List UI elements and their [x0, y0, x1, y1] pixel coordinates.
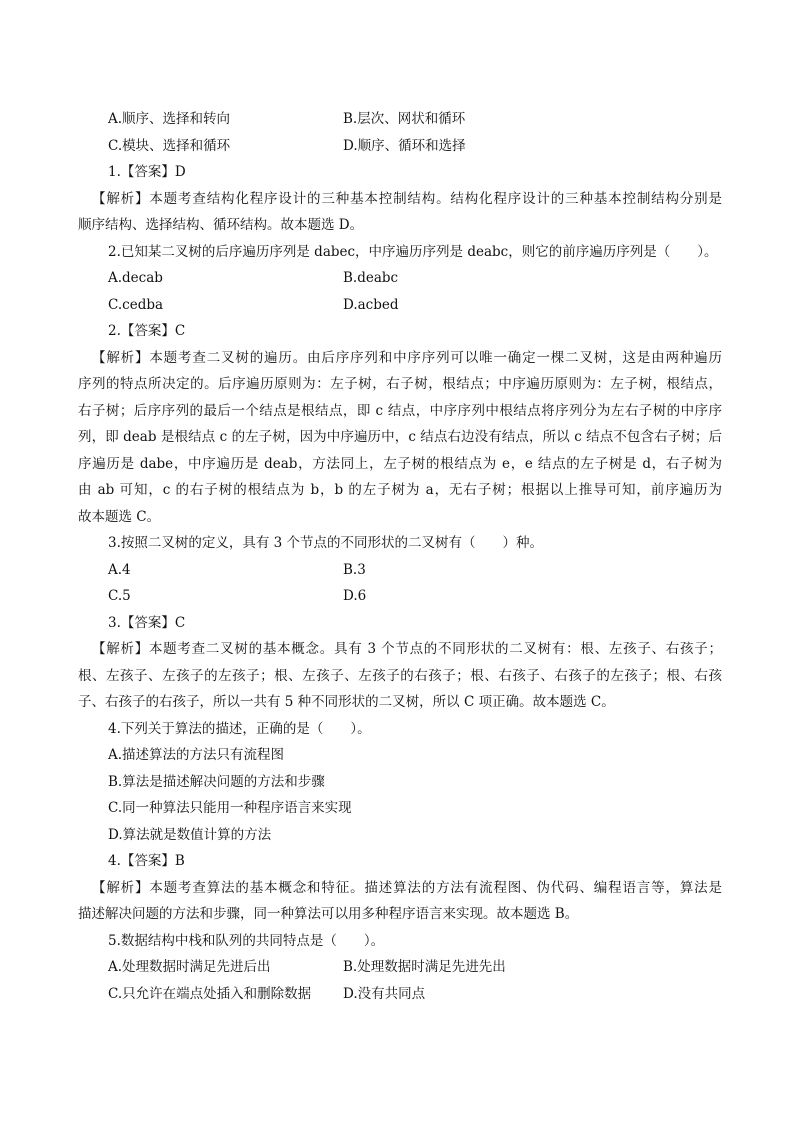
q3-option-b: B.3: [343, 562, 366, 578]
q5-question: 5.数据结构中栈和队列的共同特点是（ ）。: [108, 933, 385, 949]
q1-option-a: A.顺序、选择和转向: [108, 111, 231, 127]
q2-option-a: A.decab: [108, 270, 163, 286]
q4-explanation-line-2: 描述解决问题的方法和步骤，同一种算法可以用多种程序语言来实现。故本题选 B。: [78, 906, 579, 922]
q3-option-d: D.6: [343, 588, 367, 604]
q1-option-b: B.层次、网状和循环: [343, 111, 466, 127]
q2-option-d: D.acbed: [343, 297, 399, 313]
q4-explanation-line-1: 【解析】本题考查算法的基本概念和特征。描述算法的方法有流程图、伪代码、编程语言等，算法是: [92, 880, 722, 896]
q4-answer: 4.【答案】B: [108, 853, 185, 869]
q3-answer: 3.【答案】C: [108, 615, 186, 631]
q2-option-c: C.cedba: [108, 297, 164, 313]
q3-question: 3.按照二叉树的定义，具有 3 个节点的不同形状的二叉树有（ ）种。: [108, 535, 544, 551]
q4-question: 4.下列关于算法的描述，正确的是（ ）。: [108, 721, 371, 737]
q4-option-a: A.描述算法的方法只有流程图: [108, 747, 285, 763]
q1-explanation-line-1: 【解析】本题考查结构化程序设计的三种基本控制结构。结构化程序设计的三种基本控制结构分别是: [92, 191, 722, 207]
q1-option-c: C.模块、选择和循环: [108, 138, 231, 154]
q2-explanation-line-5: 序遍历是 dabe，中序遍历是 deab，方法同上，左子树的根结点为 e，e 结点的左子树是 d，右子树为: [78, 456, 722, 472]
q3-explanation-line-2: 根、左孩子、左孩子的左孩子；根、左孩子、左孩子的右孩子；根、右孩子、右孩子的左孩子；根、右孩: [78, 668, 722, 684]
q3-option-a: A.4: [108, 562, 131, 578]
q5-option-b: B.处理数据时满足先进先出: [343, 959, 506, 975]
q5-option-a: A.处理数据时满足先进后出: [108, 959, 271, 975]
q2-explanation-line-4: 列，即 deab 是根结点 c 的左子树，因为中序遍历中，c 结点右边没有结点，所以 c 结点不包含右子树；后: [78, 429, 722, 445]
q2-explanation-line-7: 故本题选 C。: [78, 509, 161, 525]
q2-option-b: B.deabc: [343, 270, 399, 286]
q4-option-c: C.同一种算法只能用一种程序语言来实现: [108, 800, 352, 816]
q4-option-d: D.算法就是数值计算的方法: [108, 827, 272, 843]
q4-option-b: B.算法是描述解决问题的方法和步骤: [108, 774, 325, 790]
q1-option-d: D.顺序、循环和选择: [343, 138, 466, 154]
q1-answer: 1.【答案】D: [108, 164, 186, 180]
q3-option-c: C.5: [108, 588, 131, 604]
q2-explanation-line-1: 【解析】本题考查二叉树的遍历。由后序序列和中序序列可以唯一确定一棵二叉树，这是由两种遍历: [92, 350, 722, 366]
q2-explanation-line-2: 序列的特点所决定的。后序遍历原则为：左子树，右子树，根结点；中序遍历原则为：左子树，根结点，: [78, 376, 722, 392]
q2-question: 2.已知某二叉树的后序遍历序列是 dabec，中序遍历序列是 deabc，则它的前序遍历序列是（ ）。: [108, 244, 718, 260]
q5-option-c: C.只允许在端点处插入和删除数据: [108, 986, 312, 1002]
q1-explanation-line-2: 顺序结构、选择结构、循环结构。故本题选 D。: [78, 217, 364, 233]
q2-explanation-line-3: 右子树；后序序列的最后一个结点是根结点，即 c 结点，中序序列中根结点将序列分为左右子树的中序序: [78, 403, 722, 419]
q2-answer: 2.【答案】C: [108, 323, 186, 339]
q3-explanation-line-1: 【解析】本题考查二叉树的基本概念。具有 3 个节点的不同形状的二叉树有：根、左孩子、右孩子；: [92, 641, 722, 657]
q2-explanation-line-6: 由 ab 可知，c 的右子树的根结点为 b，b 的左子树为 a，无右子树；根据以上推导可知，前序遍历为: [78, 482, 722, 498]
q3-explanation-line-3: 子、右孩子的右孩子，所以一共有 5 种不同形状的二叉树，所以 C 项正确。故本题选 C。: [78, 694, 615, 710]
q5-option-d: D.没有共同点: [343, 986, 426, 1002]
